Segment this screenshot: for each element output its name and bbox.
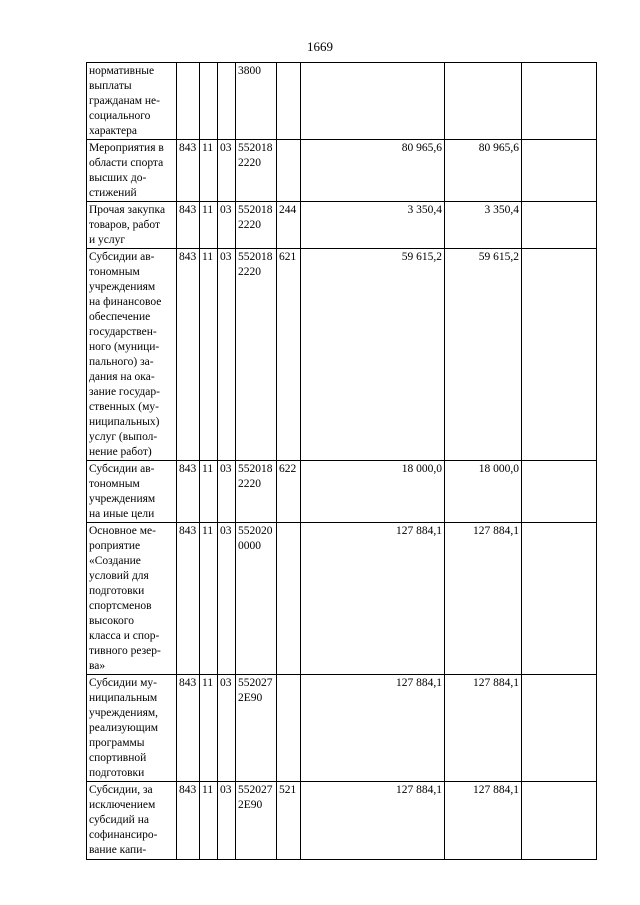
ministry-code-cell	[177, 63, 200, 140]
name-text: Прочая закупка товаров, работ и услуг	[89, 204, 166, 246]
subsection-code-cell: 03	[218, 461, 236, 523]
section-code-cell: 11	[200, 140, 218, 202]
amount-secondary-cell: 127 884,1	[445, 523, 522, 675]
amount-cell: 59 615,2	[301, 249, 445, 461]
section-code-cell	[200, 63, 218, 140]
name-cell	[87, 63, 177, 140]
section-code-cell: 11	[200, 461, 218, 523]
target-code-cell: 552020 0000	[236, 523, 277, 675]
table-row	[87, 249, 597, 461]
name-text: Основное ме- роприятие «Создание условий для подготовки спортсменов высокого класса и спор- тивного резер- ва»	[89, 525, 161, 672]
ministry-code-cell: 843	[177, 140, 200, 202]
name-cell	[87, 249, 177, 461]
subsection-code-cell: 03	[218, 782, 236, 860]
amount-cell: 127 884,1	[301, 675, 445, 782]
page-number: 1669	[307, 39, 333, 54]
amount-cell: 127 884,1	[301, 782, 445, 860]
amount-secondary-cell: 3 350,4	[445, 202, 522, 249]
ministry-code-cell: 843	[177, 249, 200, 461]
amount-cell: 3 350,4	[301, 202, 445, 249]
expense-type-cell: 521	[277, 782, 301, 860]
subsection-code-cell: 03	[218, 202, 236, 249]
section-code-cell: 11	[200, 675, 218, 782]
subsection-code-cell: 03	[218, 675, 236, 782]
expense-type-cell	[277, 63, 301, 140]
ministry-code-cell: 843	[177, 675, 200, 782]
name-text: нормативные выплаты гражданам не- социального характера	[89, 65, 160, 137]
name-text: Субсидии му- ниципальным учреждениям, реализующим программы спортивной подготовки	[89, 677, 159, 779]
expense-type-cell	[277, 140, 301, 202]
table-row	[87, 63, 597, 140]
empty-cell	[522, 461, 597, 523]
name-cell	[87, 782, 177, 860]
empty-cell	[522, 140, 597, 202]
amount-cell: 80 965,6	[301, 140, 445, 202]
target-code-cell: 552018 2220	[236, 202, 277, 249]
table-row	[87, 461, 597, 523]
name-text: Мероприятия в области спорта высших до- стижений	[89, 142, 164, 199]
amount-cell: 18 000,0	[301, 461, 445, 523]
section-code-cell: 11	[200, 523, 218, 675]
amount-secondary-cell: 80 965,6	[445, 140, 522, 202]
empty-cell	[522, 782, 597, 860]
subsection-code-cell: 03	[218, 140, 236, 202]
expense-type-cell	[277, 675, 301, 782]
amount-cell	[301, 63, 445, 140]
section-code-cell: 11	[200, 782, 218, 860]
name-cell	[87, 140, 177, 202]
table-row	[87, 202, 597, 249]
name-text: Субсидии, за исключением субсидий на софинансиро- вание капи-	[89, 784, 158, 856]
amount-secondary-cell	[445, 63, 522, 140]
amount-secondary-cell: 127 884,1	[445, 782, 522, 860]
name-cell	[87, 202, 177, 249]
ministry-code-cell: 843	[177, 202, 200, 249]
section-code-cell: 11	[200, 249, 218, 461]
budget-table	[86, 62, 597, 860]
name-text: Субсидии ав- тономным учреждениям на финансовое обеспечение государствен- ного (муници- пального) за- дания на ока- зание государ- ственных (му- ниципальных) услуг (выпол- нение работ)	[89, 251, 162, 458]
amount-secondary-cell: 127 884,1	[445, 675, 522, 782]
amount-secondary-cell: 59 615,2	[445, 249, 522, 461]
target-code-cell: 552018 2220	[236, 461, 277, 523]
table-row	[87, 140, 597, 202]
empty-cell	[522, 523, 597, 675]
target-code-cell: 552027 2E90	[236, 675, 277, 782]
ministry-code-cell: 843	[177, 523, 200, 675]
subsection-code-cell	[218, 63, 236, 140]
ministry-code-cell: 843	[177, 782, 200, 860]
amount-cell: 127 884,1	[301, 523, 445, 675]
subsection-code-cell: 03	[218, 523, 236, 675]
table-row	[87, 782, 597, 860]
name-cell	[87, 675, 177, 782]
expense-type-cell: 621	[277, 249, 301, 461]
target-code-cell: 552018 2220	[236, 249, 277, 461]
expense-type-cell: 622	[277, 461, 301, 523]
amount-secondary-cell: 18 000,0	[445, 461, 522, 523]
name-cell	[87, 461, 177, 523]
empty-cell	[522, 249, 597, 461]
name-text: Субсидии ав- тономным учреждениям на иные цели	[89, 463, 156, 520]
empty-cell	[522, 202, 597, 249]
name-cell	[87, 523, 177, 675]
subsection-code-cell: 03	[218, 249, 236, 461]
table-row	[87, 675, 597, 782]
target-code-cell: 552027 2E90	[236, 782, 277, 860]
target-code-cell: 3800	[236, 63, 277, 140]
ministry-code-cell: 843	[177, 461, 200, 523]
target-code-cell: 552018 2220	[236, 140, 277, 202]
expense-type-cell	[277, 523, 301, 675]
expense-type-cell: 244	[277, 202, 301, 249]
table-row	[87, 523, 597, 675]
empty-cell	[522, 63, 597, 140]
empty-cell	[522, 675, 597, 782]
section-code-cell: 11	[200, 202, 218, 249]
